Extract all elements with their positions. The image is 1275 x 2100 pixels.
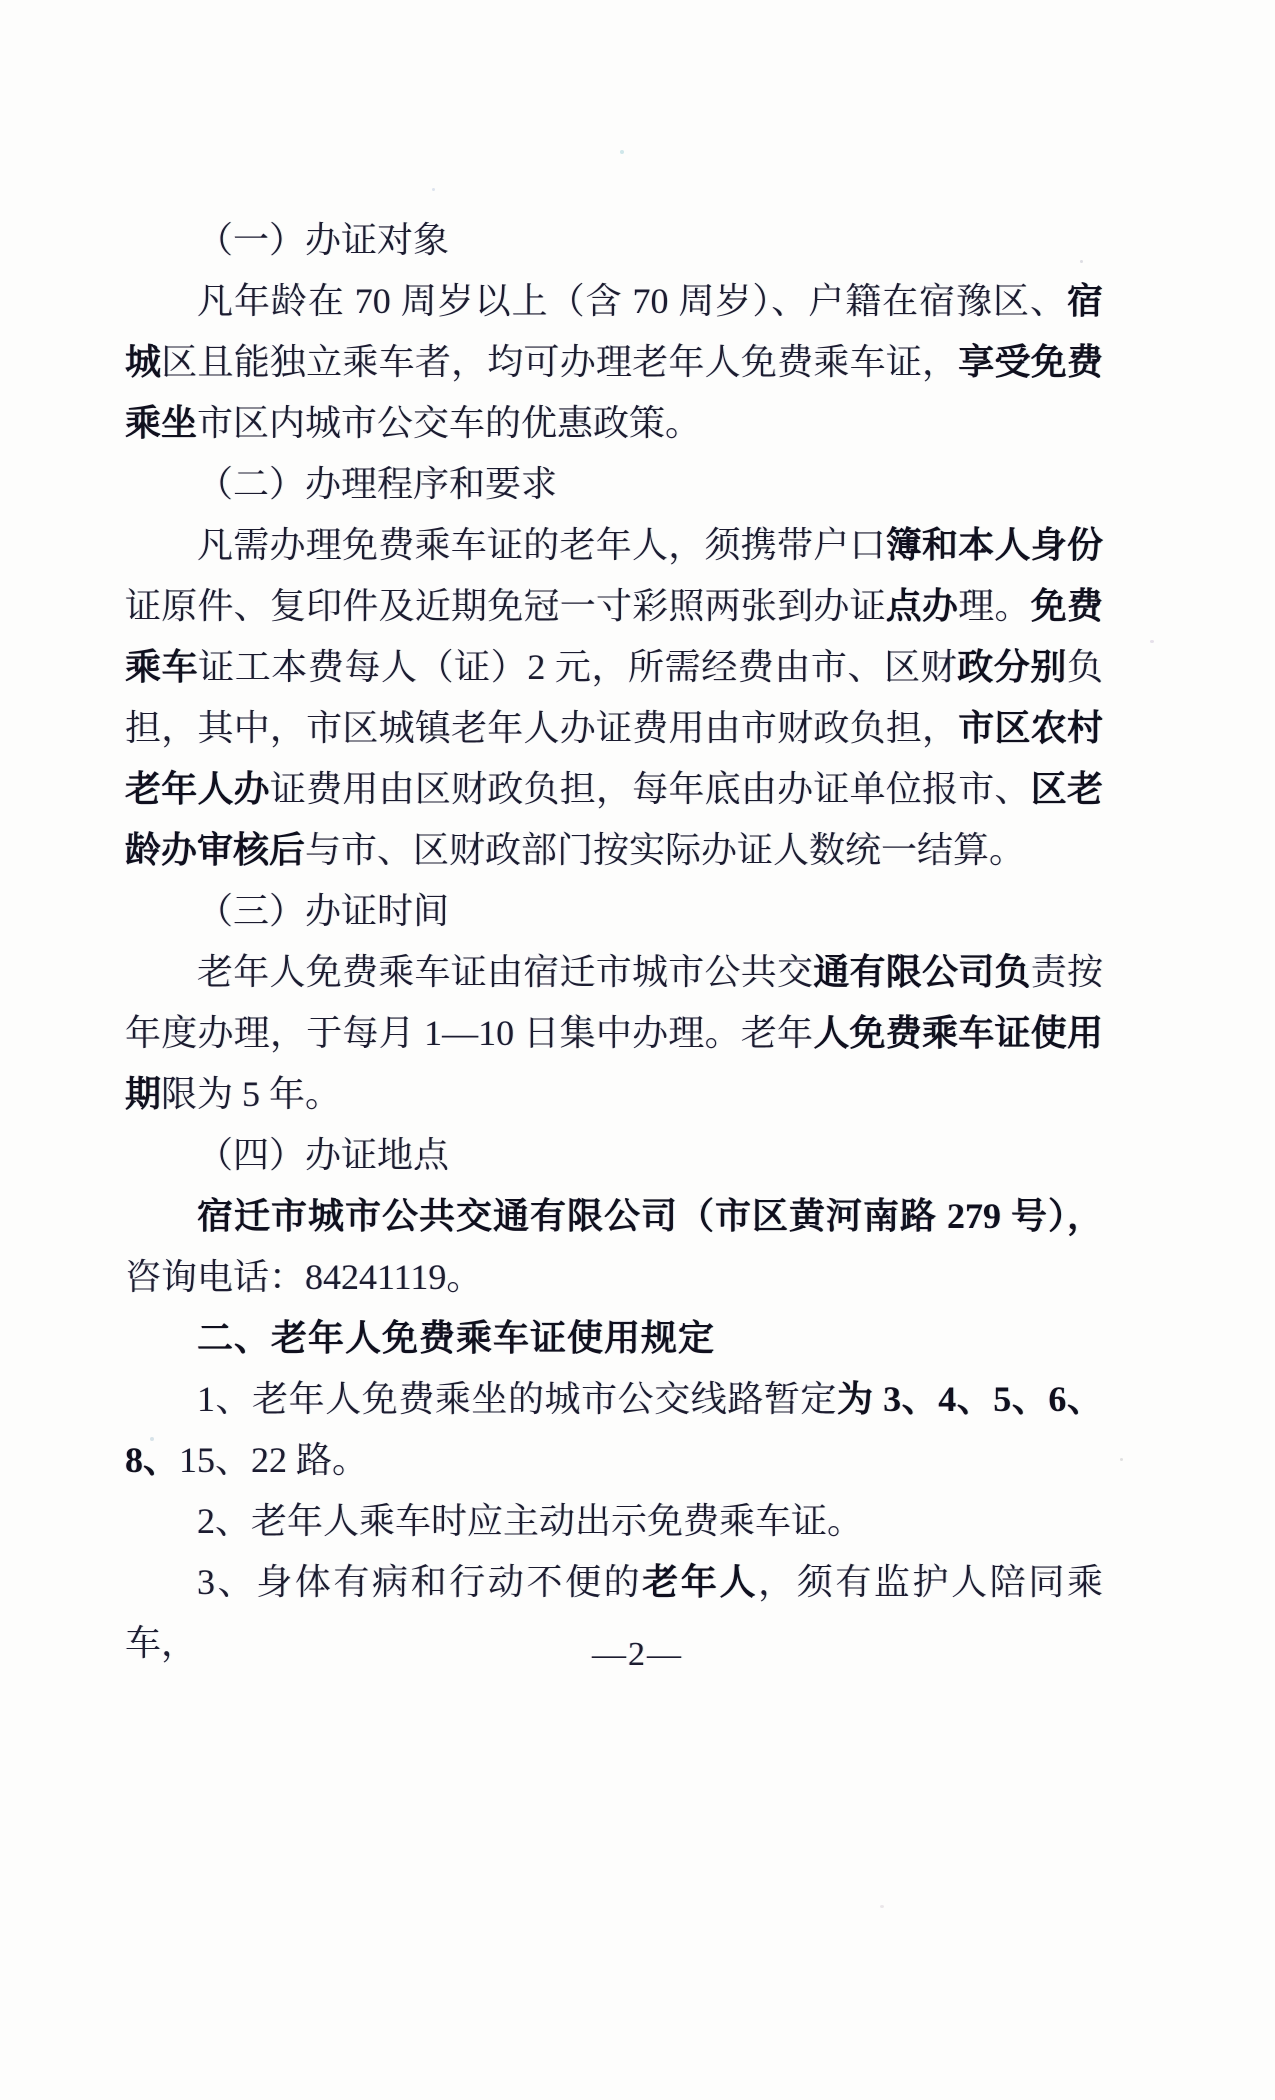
text-segment: 限为 5 年。: [161, 1074, 342, 1114]
text-segment: 区且能独立乘车者，均可办理老年人免费乘车证，: [161, 342, 959, 382]
text-segment: 证工本费每人（证）2 元，所需经费由市、区财: [198, 647, 958, 687]
scan-speck: [880, 1905, 884, 1908]
section-heading: [125, 1308, 1103, 1369]
text-segment: 负担，其中，市区城镇老年人办证费用由市财政负担，: [125, 647, 1103, 748]
text-segment: （四）办证地点: [197, 1135, 450, 1175]
paragraph: [125, 1186, 1103, 1308]
paragraph: [125, 1369, 1103, 1491]
paragraph: [125, 515, 1103, 881]
text-segment: 证费用由区财政负担，每年底由办证单位报市、: [269, 769, 1031, 809]
text-segment: 政分别: [957, 647, 1067, 687]
text-segment: ，须有监护人陪同乘车，: [125, 1562, 1103, 1663]
text-segment: 理。: [958, 586, 1031, 626]
text-segment: 3、身体有病和行动不便的: [197, 1562, 643, 1602]
text-segment: 通有限公司负: [813, 952, 1031, 992]
text-segment: 凡需办理免费乘车证的老年人，须携带户口: [197, 525, 886, 565]
text-segment: 为 3、4、5、6、8、: [125, 1379, 1103, 1480]
section-heading: [125, 454, 1103, 515]
text-segment: 责按年度办理，于每月 1—10 日集中办理。老年: [125, 952, 1103, 1053]
text-segment: 市区农村老年人办: [125, 708, 1103, 809]
paragraph: [125, 942, 1103, 1125]
text-segment: （二）办理程序和要求: [197, 464, 558, 504]
text-segment: 证原件、复印件及近期免冠一寸彩照两张到办证: [125, 586, 886, 626]
scan-speck: [620, 150, 624, 154]
text-segment: （三）办证时间: [197, 891, 450, 931]
text-segment: 凡年龄在 70 周岁以上（含 70 周岁）、户籍在宿豫区、: [197, 281, 1067, 321]
text-segment: 老年人免费乘车证由宿迁市城市公共交: [197, 952, 814, 992]
text-segment: 簿和本人身份: [885, 525, 1103, 565]
text-segment: 与市、区财政部门按实际办证人数统一结算。: [305, 830, 1026, 870]
text-segment: 咨询电话：84241119。: [125, 1257, 483, 1297]
text-segment: 区老龄办审核后: [125, 769, 1103, 870]
text-segment: 点办: [885, 586, 959, 626]
text-segment: 老年人: [642, 1562, 759, 1602]
text-segment: 1、老年人免费乘坐的城市公交线路暂定: [197, 1379, 837, 1419]
paragraph: [125, 271, 1103, 454]
text-segment: 人免费乘车证使用期: [125, 1013, 1103, 1114]
text-segment: 2、老年人乘车时应主动出示免费乘车证。: [197, 1501, 864, 1541]
text-segment: （一）办证对象: [197, 220, 450, 260]
text-segment: 宿迁市城市公共交通有限公司（市区黄河南路 279 号），: [197, 1196, 1103, 1236]
text-segment: 宿城: [125, 281, 1103, 382]
scan-speck: [1150, 640, 1154, 643]
text-segment: 享受免费乘坐: [125, 342, 1103, 443]
section-heading: [125, 881, 1103, 942]
paragraph: [125, 1491, 1103, 1552]
page-number: —2—: [592, 1636, 683, 1673]
section-heading: [125, 210, 1103, 271]
text-segment: 免费乘车: [125, 586, 1103, 687]
text-segment: 二、老年人免费乘车证使用规定: [197, 1318, 716, 1359]
text-segment: 市区内城市公交车的优惠政策。: [197, 403, 702, 443]
document-content: [125, 210, 1103, 1674]
scan-speck: [1120, 1458, 1123, 1461]
text-segment: 15、22 路。: [179, 1440, 369, 1480]
section-heading: [125, 1125, 1103, 1186]
scan-speck: [432, 188, 435, 191]
